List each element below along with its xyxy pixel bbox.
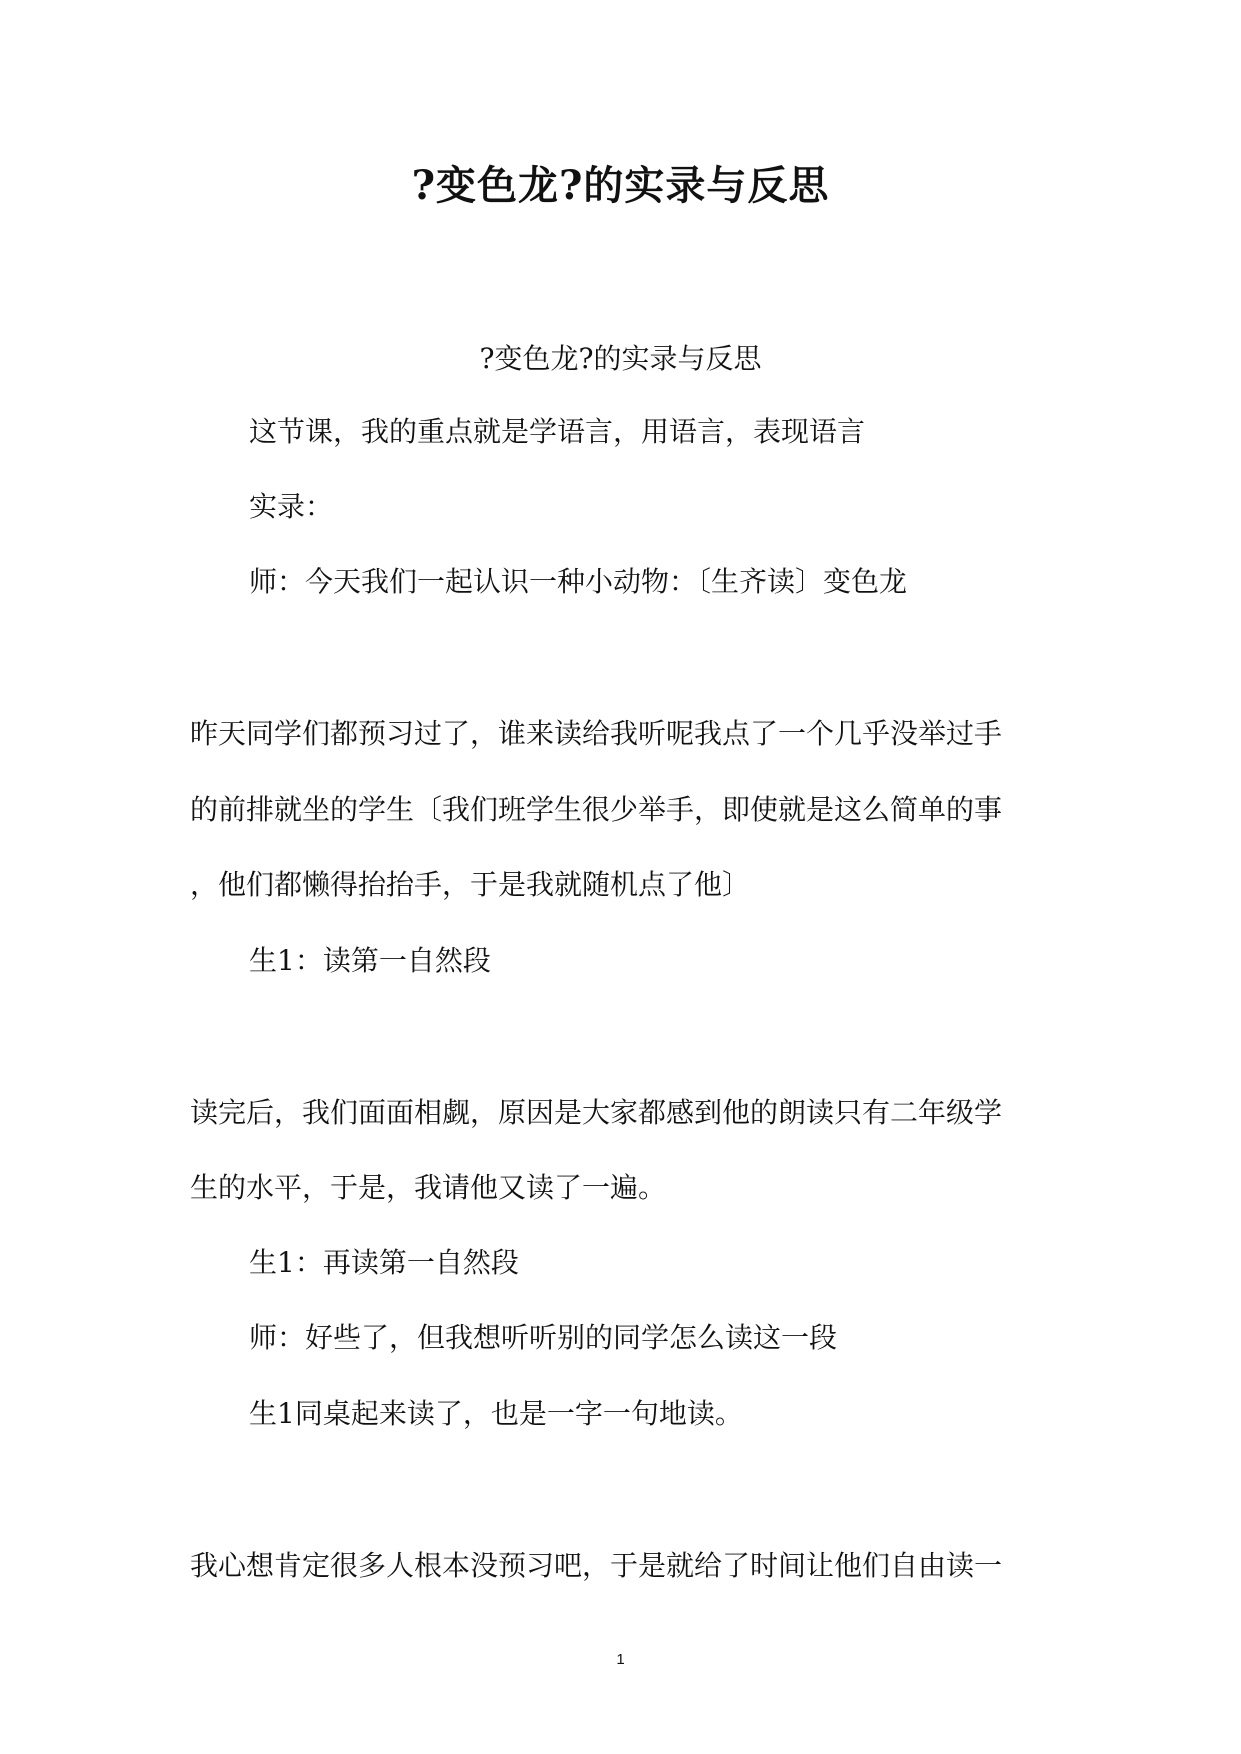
- paragraph-line: 这节课，我的重点就是学语言，用语言，表现语言: [249, 415, 866, 448]
- paragraph-line: 生1同桌起来读了，也是一字一句地读。: [249, 1397, 743, 1430]
- paragraph-line: 的前排就坐的学生〔我们班学生很少举手，即使就是这么简单的事: [190, 793, 1003, 826]
- paragraph-line: 师：今天我们一起认识一种小动物：〔生齐读〕变色龙: [249, 565, 908, 598]
- paragraph-line: 师：好些了，但我想听听别的同学怎么读这一段: [249, 1321, 838, 1354]
- paragraph-line: 读完后，我们面面相觑，原因是大家都感到他的朗读只有二年级学: [190, 1096, 1003, 1129]
- paragraph-line: ，他们都懒得抬抬手，于是我就随机点了他〕: [190, 868, 751, 901]
- paragraph-line: 昨天同学们都预习过了，谁来读给我听呢我点了一个几乎没举过手: [190, 717, 1003, 750]
- document-subtitle: ?变色龙?的实录与反思: [479, 342, 762, 375]
- paragraph-line: 生1：读第一自然段: [249, 944, 491, 977]
- page-number: 1: [616, 1651, 625, 1668]
- paragraph-line: 生1：再读第一自然段: [249, 1246, 519, 1279]
- document-title: ?变色龙?的实录与反思: [411, 162, 830, 209]
- paragraph-line: 实录：: [249, 490, 334, 523]
- paragraph-line: 生的水平，于是，我请他又读了一遍。: [190, 1171, 667, 1204]
- paragraph-line: 我心想肯定很多人根本没预习吧，于是就给了时间让他们自由读一: [190, 1549, 1003, 1582]
